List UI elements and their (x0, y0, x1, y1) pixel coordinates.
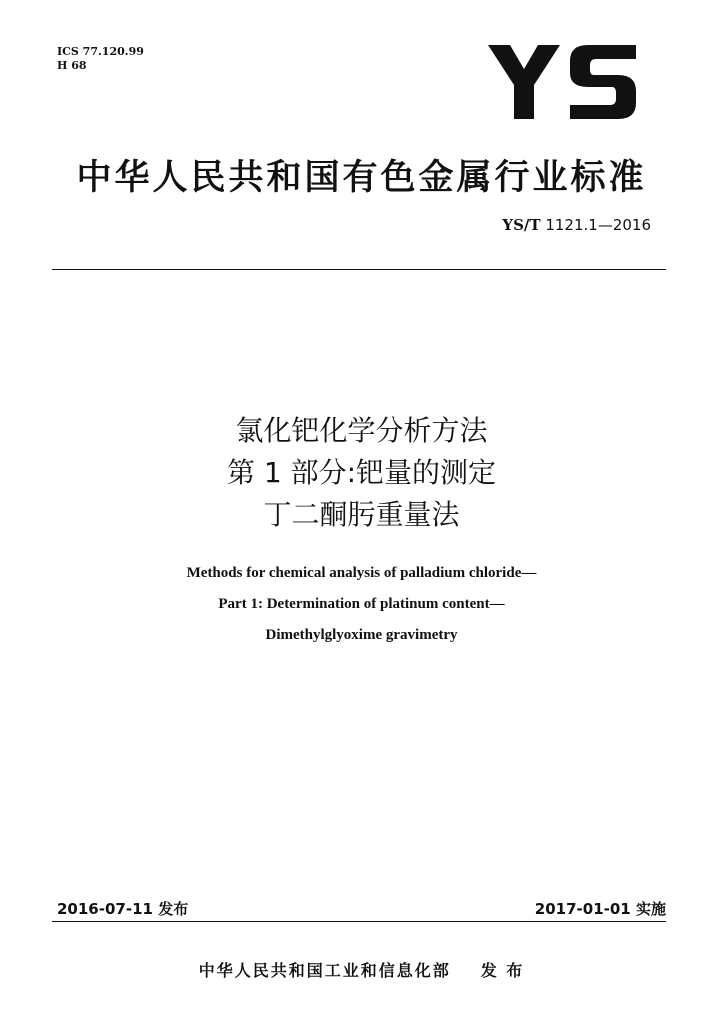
implementation-date-label: 实施 (635, 900, 666, 918)
bottom-divider (52, 921, 666, 922)
publisher-action: 发 布 (480, 961, 525, 980)
chinese-title-line-3: 丁二酮肟重量法 (263, 498, 460, 531)
issue-date (57, 898, 188, 919)
chinese-title (0, 410, 723, 536)
implementation-date-value: 2017-01-01 (534, 900, 631, 918)
chinese-title-line-2: 第 1 部分:钯量的测定 (226, 456, 497, 489)
publisher (0, 958, 723, 981)
implementation-date (535, 898, 666, 919)
english-title (0, 558, 723, 651)
ys-logo (488, 43, 638, 121)
standard-code-number: 1121.1—2016 (545, 216, 651, 234)
standard-code (502, 216, 651, 234)
issue-date-value: 2016-07-11 (57, 900, 153, 918)
ics-code: ICS 77.120.99 (57, 45, 144, 58)
classification-codes (57, 45, 144, 73)
standard-category-title: 中华人民共和国有色金属行业标准 (76, 158, 647, 198)
standard-code-prefix: YS/T (502, 216, 541, 234)
top-divider (52, 269, 666, 270)
chinese-title-line-1: 氯化钯化学分析方法 (235, 414, 488, 447)
english-title-line-3: Dimethylglyoxime gravimetry (265, 627, 458, 643)
issue-date-label: 发布 (158, 900, 189, 918)
ccs-code: H 68 (57, 59, 87, 72)
publisher-name: 中华人民共和国工业和信息化部 (198, 961, 451, 980)
english-title-line-1: Methods for chemical analysis of palladium chloride— (186, 565, 537, 581)
english-title-line-2: Part 1: Determination of platinum content— (218, 596, 505, 612)
